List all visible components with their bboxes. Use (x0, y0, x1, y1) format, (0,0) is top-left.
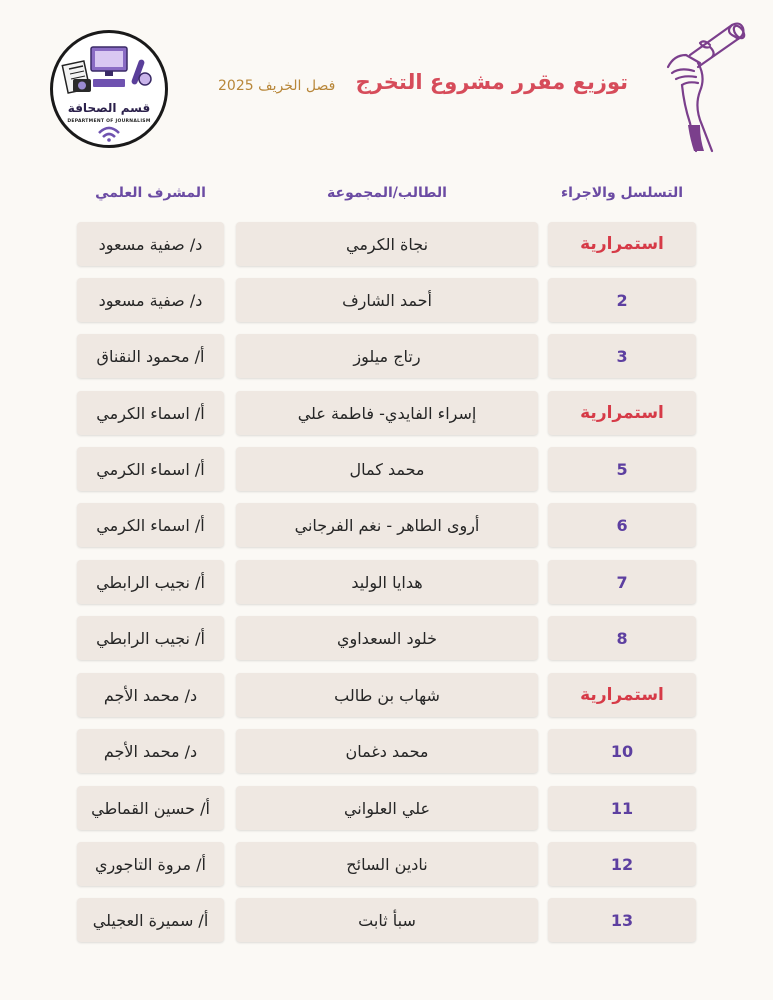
row-supervisor: د/ محمد الأجم (77, 729, 224, 773)
row-student: خلود السعداوي (236, 616, 538, 660)
row-sequence: استمرارية (548, 222, 696, 266)
column-header-sequence: التسلسل والاجراء (560, 185, 684, 201)
row-student: نجاة الكرمي (236, 222, 538, 266)
row-supervisor: د/ صفية مسعود (77, 222, 224, 266)
column-header-supervisor: المشرف العلمي (95, 185, 206, 201)
row-sequence: 5 (548, 447, 696, 491)
row-sequence: 2 (548, 278, 696, 322)
row-supervisor: أ/ نجيب الرابطي (77, 616, 224, 660)
row-student: محمد دغمان (236, 729, 538, 773)
row-supervisor: د/ محمد الأجم (77, 673, 224, 717)
row-supervisor: أ/ سميرة العجيلي (77, 898, 224, 942)
row-student: إسراء الفايدي- فاطمة علي (236, 391, 538, 435)
row-student: رتاج ميلوز (236, 334, 538, 378)
row-student: محمد كمال (236, 447, 538, 491)
row-sequence: 7 (548, 560, 696, 604)
row-student: شهاب بن طالب (236, 673, 538, 717)
row-supervisor: أ/ اسماء الكرمي (77, 391, 224, 435)
page-title: توزيع مقرر مشروع التخرج (355, 70, 628, 94)
diploma-scroll-hand-icon (660, 15, 750, 155)
row-student: هدايا الوليد (236, 560, 538, 604)
logo-arabic-name: قسم الصحافة (67, 101, 151, 115)
row-student: نادين السائح (236, 842, 538, 886)
row-sequence: استمرارية (548, 673, 696, 717)
row-student: أروى الطاهر - نغم الفرجاني (236, 503, 538, 547)
row-supervisor: أ/ اسماء الكرمي (77, 503, 224, 547)
row-sequence: استمرارية (548, 391, 696, 435)
row-supervisor: أ/ محمود النقناق (77, 334, 224, 378)
row-sequence: 12 (548, 842, 696, 886)
logo-english-name: DEPARTMENT OF JOURNALISM (67, 119, 151, 124)
row-sequence: 8 (548, 616, 696, 660)
row-sequence: 10 (548, 729, 696, 773)
row-supervisor: أ/ حسين القماطي (77, 786, 224, 830)
row-student: سبأ ثابت (236, 898, 538, 942)
row-supervisor: أ/ اسماء الكرمي (77, 447, 224, 491)
row-supervisor: أ/ مروة التاجوري (77, 842, 224, 886)
row-supervisor: أ/ نجيب الرابطي (77, 560, 224, 604)
row-sequence: 11 (548, 786, 696, 830)
row-sequence: 6 (548, 503, 696, 547)
department-logo (50, 30, 168, 148)
row-sequence: 3 (548, 334, 696, 378)
column-header-student: الطالب/المجموعة (327, 185, 447, 201)
row-sequence: 13 (548, 898, 696, 942)
page-subtitle: فصل الخريف 2025 (218, 78, 336, 94)
row-student: أحمد الشارف (236, 278, 538, 322)
journalism-logo-icon (53, 33, 165, 145)
row-supervisor: د/ صفية مسعود (77, 278, 224, 322)
row-student: علي العلواني (236, 786, 538, 830)
